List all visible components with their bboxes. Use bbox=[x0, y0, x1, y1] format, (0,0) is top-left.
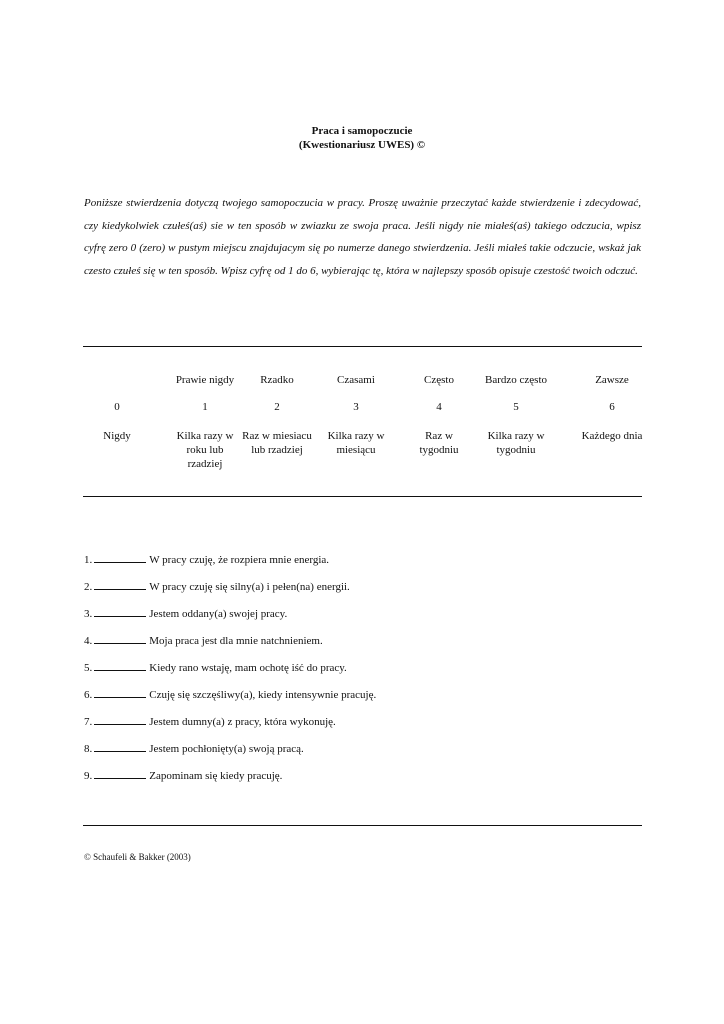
answer-blank[interactable] bbox=[94, 741, 146, 752]
question-number: 7. bbox=[84, 716, 93, 728]
scale-description: Raz w miesiacu lub rzadziej bbox=[242, 430, 312, 456]
question-text: Jestem oddany(a) swojej pracy. bbox=[149, 608, 288, 620]
answer-blank[interactable] bbox=[94, 579, 146, 590]
answer-blank[interactable] bbox=[94, 606, 146, 617]
bottom-divider bbox=[83, 825, 642, 826]
question-number: 2. bbox=[84, 581, 93, 593]
scale-description: Każdego dnia bbox=[581, 430, 643, 442]
question-number: 4. bbox=[84, 635, 93, 647]
answer-blank[interactable] bbox=[94, 714, 146, 725]
question-item-7 bbox=[84, 714, 641, 741]
title-line-2: (Kwestionariusz UWES) © bbox=[298, 139, 426, 151]
scale-label: Bardzo często bbox=[485, 374, 547, 386]
question-item-2 bbox=[84, 579, 641, 606]
title-line-1: Praca i samopoczucie bbox=[311, 125, 413, 137]
question-text: W pracy czuję się silny(a) i pełen(na) energii. bbox=[149, 581, 350, 593]
question-item-3 bbox=[84, 606, 641, 633]
question-text: Zapominam się kiedy pracuję. bbox=[149, 770, 283, 782]
scale-number: 2 bbox=[274, 401, 280, 413]
question-text: Kiedy rano wstaję, mam ochotę iść do pracy. bbox=[149, 662, 347, 674]
scale-number: 0 bbox=[114, 401, 120, 413]
answer-blank[interactable] bbox=[94, 660, 146, 671]
scale-label: Prawie nigdy bbox=[175, 374, 235, 386]
scale-label: Zawsze bbox=[595, 374, 629, 386]
answer-blank[interactable] bbox=[94, 552, 146, 563]
scale-number: 6 bbox=[609, 401, 615, 413]
question-text: Jestem dumny(a) z pracy, która wykonuję. bbox=[149, 716, 336, 728]
document-title bbox=[0, 124, 724, 152]
scale-number: 4 bbox=[436, 401, 442, 413]
question-text: Moja praca jest dla mnie natchnieniem. bbox=[149, 635, 323, 647]
question-text: W pracy czuję, że rozpiera mnie energia. bbox=[149, 554, 330, 566]
question-item-8 bbox=[84, 741, 641, 768]
question-item-6 bbox=[84, 687, 641, 714]
scale-label: Czasami bbox=[337, 374, 375, 386]
scale-description: Kilka razy w roku lub rzadziej bbox=[176, 430, 234, 470]
scale-label: Rzadko bbox=[260, 374, 294, 386]
question-number: 3. bbox=[84, 608, 93, 620]
copyright-footer: © Schaufeli & Bakker (2003) bbox=[84, 852, 191, 862]
scale-description: Kilka razy w miesiącu bbox=[327, 430, 385, 456]
middle-divider bbox=[83, 496, 642, 497]
scale-number: 5 bbox=[513, 401, 519, 413]
question-item-9 bbox=[84, 768, 641, 795]
question-item-1 bbox=[84, 552, 641, 579]
question-number: 6. bbox=[84, 689, 93, 701]
scale-description: Raz w tygodniu bbox=[419, 430, 459, 456]
answer-blank[interactable] bbox=[94, 687, 146, 698]
question-item-5 bbox=[84, 660, 641, 687]
scale-number: 1 bbox=[202, 401, 208, 413]
top-divider bbox=[83, 346, 642, 347]
answer-blank[interactable] bbox=[94, 768, 146, 779]
frequency-scale bbox=[83, 372, 642, 492]
scale-number: 3 bbox=[353, 401, 359, 413]
answer-blank[interactable] bbox=[94, 633, 146, 644]
question-number: 5. bbox=[84, 662, 93, 674]
scale-description: Nigdy bbox=[103, 430, 131, 442]
question-text: Czuję się szczęśliwy(a), kiedy intensywnie pracuję. bbox=[149, 689, 377, 701]
question-text: Jestem pochłonięty(a) swoją pracą. bbox=[149, 743, 304, 755]
scale-label: Często bbox=[424, 374, 454, 386]
question-number: 1. bbox=[84, 554, 93, 566]
scale-description: Kilka razy w tygodniu bbox=[487, 430, 545, 456]
question-number: 9. bbox=[84, 770, 93, 782]
question-number: 8. bbox=[84, 743, 93, 755]
instructions-paragraph: Poniższe stwierdzenia dotyczą twojego samopoczucia w pracy. Proszę uważnie przeczytać każde stwierdzenie i zdecydować, czy kiedykolwiek czułeś(aś) sie w ten sposób w zwiazku ze swoja praca. Jeśli nigdy nie miałeś(aś) takiego odczucia, wpisz cyfrę zero 0 (zero) w pustym miejscu znajdujacym się po numerze danego stwierdzenia. Jeśli miałeś takie odczucie, wskaż jak czesto czułeś się w ten sposób. Wpisz cyfrę od 1 do 6, wybierając tę, która w najlepszy sposób opisuje czestość twoich odczuć. bbox=[84, 197, 641, 277]
question-item-4 bbox=[84, 633, 641, 660]
question-list bbox=[84, 552, 641, 795]
